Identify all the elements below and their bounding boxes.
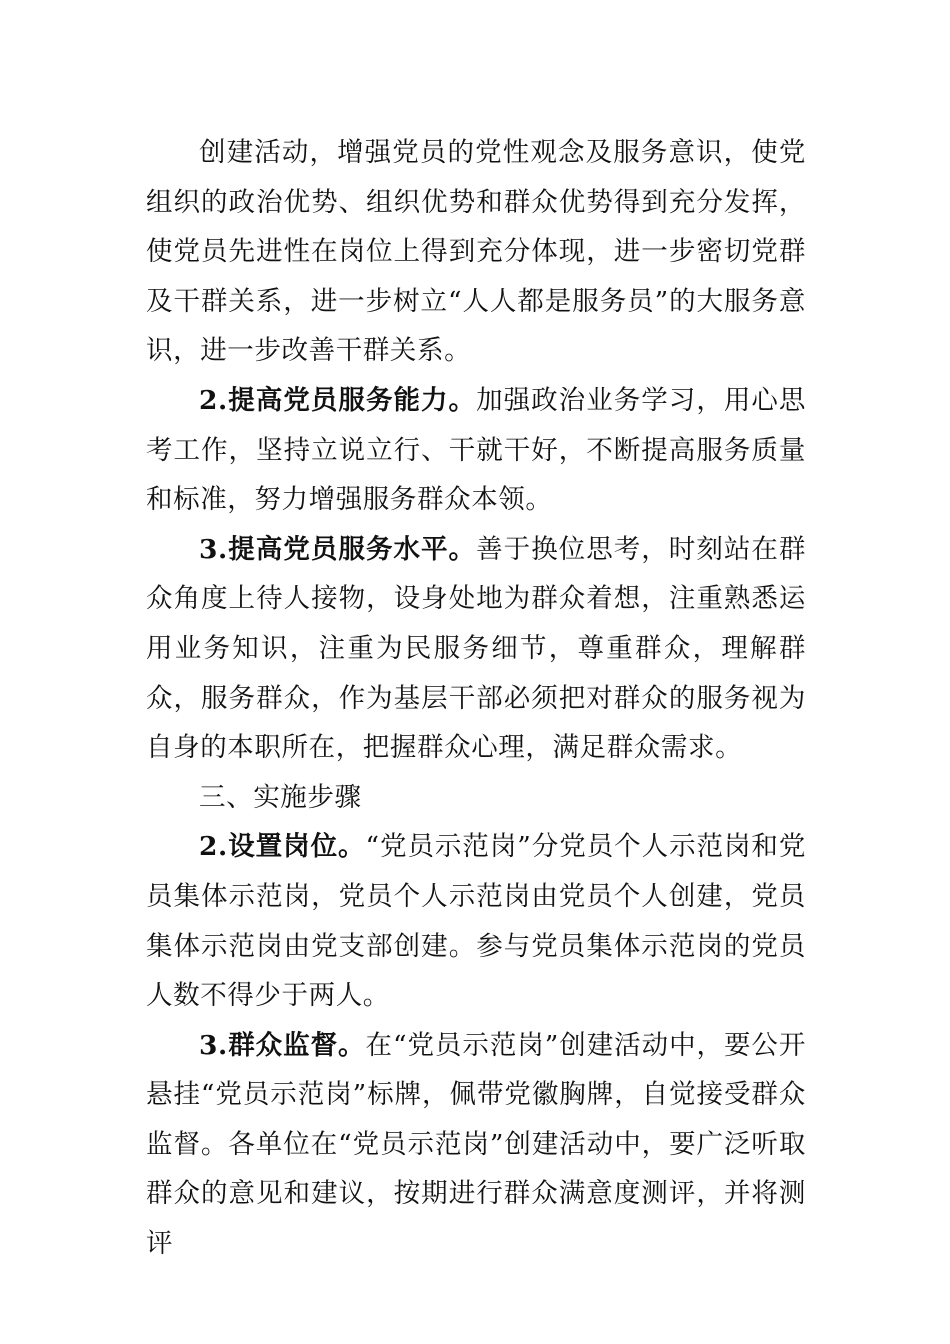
paragraph-item-set-positions — [146, 822, 806, 1020]
paragraph-text: 在“党员示范岗”创建活动中，要公开悬挂“党员示范岗”标牌，佩带党徽胸牌，自觉接受群众监督。各单位在“党员示范岗”创建活动中，要广泛听取群众的意见和建议，按期进行群众满意度测评，并将测评 — [146, 1029, 806, 1260]
paragraph-text: “党员示范岗”分党员个人示范岗和党员集体示范岗，党员个人示范岗由党员个人创建，党员集体示范岗由党支部创建。参与党员集体示范岗的党员人数不得少于两人。 — [146, 831, 806, 1012]
paragraph-lead: 2.提高党员服务能力。 — [199, 384, 477, 416]
paragraph-item-public-supervision — [146, 1021, 806, 1269]
paragraph-item-service-level — [146, 525, 806, 773]
paragraph-text: 加强政治业务学习，用心思考工作，坚持立说立行、干就干好，不断提高服务质量和标准，努力增强服务群众本领。 — [146, 384, 807, 516]
paragraph-item-service-ability — [146, 376, 806, 525]
paragraph-lead: 3.提高党员服务水平。 — [199, 533, 477, 565]
section-heading-text: 三、实施步骤 — [199, 781, 362, 813]
document-body — [146, 128, 806, 1269]
paragraph-lead: 3.群众监督。 — [199, 1029, 366, 1061]
paragraph-lead: 2.设置岗位。 — [199, 831, 366, 863]
paragraph-text: 善于换位思考，时刻站在群众角度上待人接物，设身处地为群众着想，注重熟悉运用业务知识，注重为民服务细节，尊重群众，理解群众，服务群众，作为基层干部必须把对群众的服务视为自身的本职所在，把握群众心理，满足群众需求。 — [146, 533, 807, 764]
section-heading — [146, 773, 806, 823]
paragraph-intro-continuation — [146, 128, 806, 376]
paragraph-text: 创建活动，增强党员的党性观念及服务意识，使党组织的政治优势、组织优势和群众优势得到充分发挥，使党员先进性在岗位上得到充分体现，进一步密切党群及干群关系，进一步树立“人人都是服务员”的大服务意识，进一步改善干群关系。 — [146, 137, 806, 367]
